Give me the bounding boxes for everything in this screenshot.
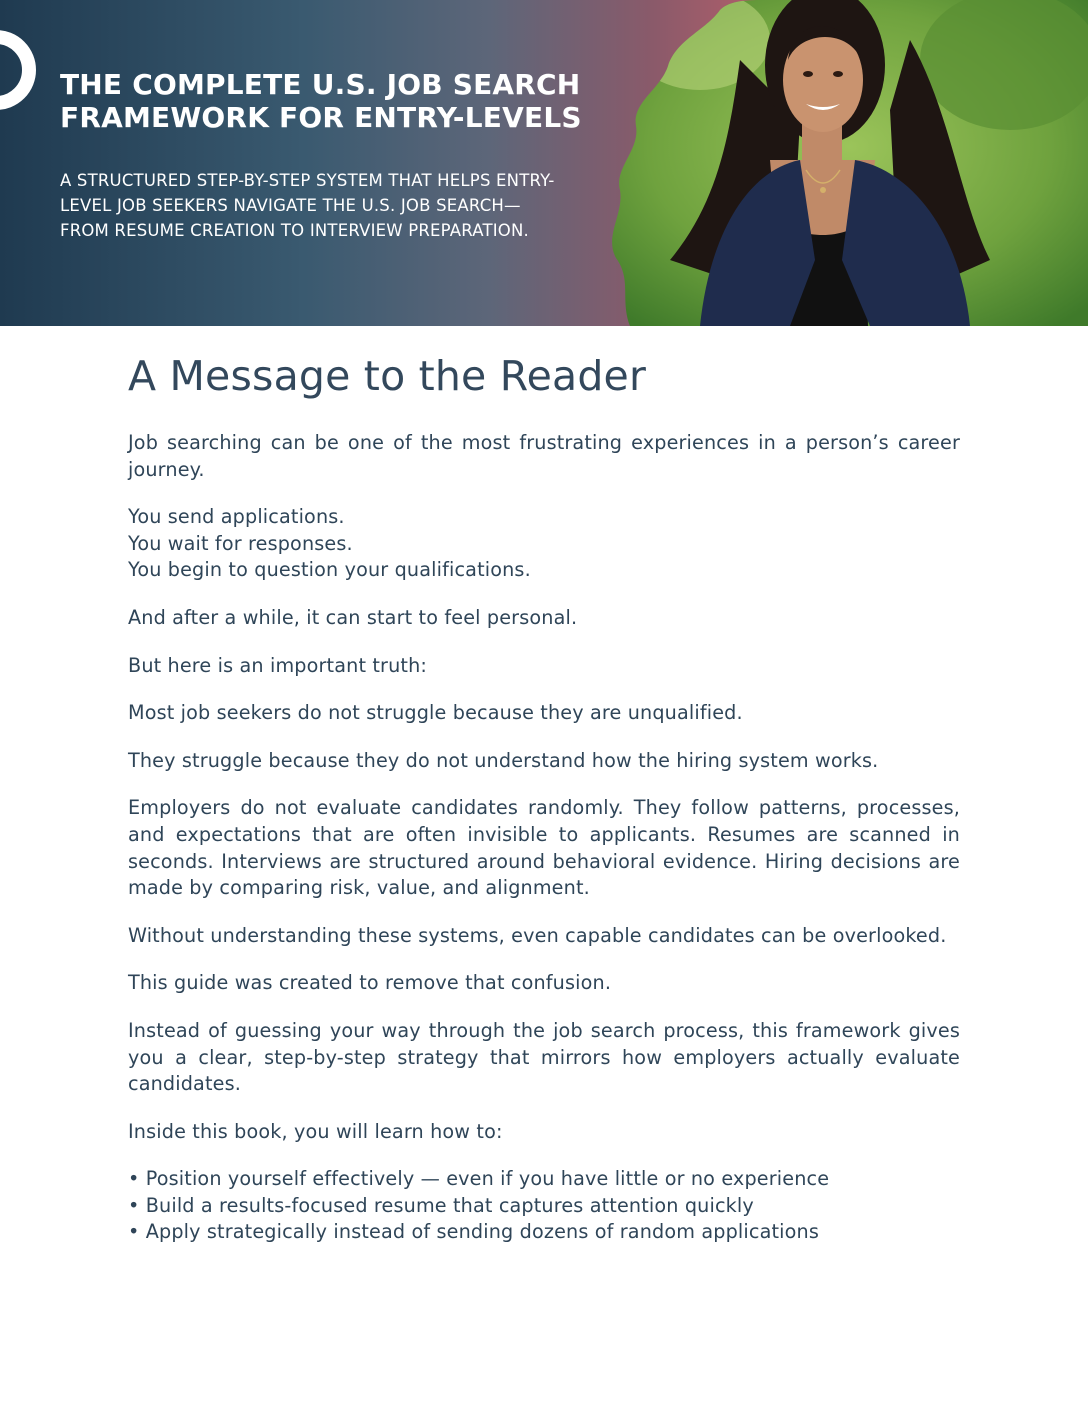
author-photo (610, 0, 1088, 326)
paragraph-framework: Instead of guessing your way through the job search process, this framework gives you a clear, step-by-step strategy that mirrors how employers actually evaluate candidates. (128, 1018, 960, 1096)
paragraph-intro: Job searching can be one of the most frustrating experiences in a person’s career journey. (128, 431, 960, 481)
paragraph-employers: Employers do not evaluate candidates randomly. They follow patterns, processes, and expectations that are often invisible to applicants. Resumes are scanned in seconds. Interviews are structured around behavioral evidence. Hiring decisions are made by comparing risk, value, and alignment. (128, 796, 960, 900)
paragraph-unqualified: Most job seekers do not struggle because they are unqualified. (128, 701, 743, 725)
paragraph-overlooked: Without understanding these systems, even capable candidates can be overlooked. (128, 923, 947, 947)
page-title: A Message to the Reader (128, 352, 647, 400)
paragraph-personal: And after a while, it can start to feel personal. (128, 605, 578, 629)
paragraph-line: You begin to question your qualifications. (128, 558, 531, 582)
list-item: • Build a results-focused resume that captures attention quickly (128, 1193, 754, 1217)
header-subtitle: A STRUCTURED STEP-BY-STEP SYSTEM THAT HELPS ENTRY-LEVEL JOB SEEKERS NAVIGATE THE U.S. JOB SEARCH—FROM RESUME CREATION TO INTERVIEW PREPARATION. (60, 171, 555, 240)
logo-ring-icon (0, 30, 36, 110)
header-banner (0, 0, 1088, 326)
paragraph-guide-purpose: This guide was created to remove that confusion. (128, 971, 612, 995)
paragraph-line: You wait for responses. (128, 531, 353, 555)
list-item: • Apply strategically instead of sending dozens of random applications (128, 1220, 819, 1244)
paragraph-truth: But here is an important truth: (128, 653, 427, 677)
paragraph-hiring-system: They struggle because they do not understand how the hiring system works. (128, 748, 879, 772)
learning-list (128, 1166, 960, 1246)
message-section (128, 348, 960, 1246)
list-item: • Position yourself effectively — even if you have little or no experience (128, 1167, 830, 1191)
paragraph-applications (128, 504, 960, 584)
paragraph-inside-book: Inside this book, you will learn how to: (128, 1119, 503, 1143)
header-title (60, 68, 660, 134)
header-title-line-2: FRAMEWORK FOR ENTRY-LEVELS (60, 101, 582, 134)
paragraph-line: You send applications. (128, 505, 345, 529)
header-title-line-1: THE COMPLETE U.S. JOB SEARCH (60, 68, 581, 101)
